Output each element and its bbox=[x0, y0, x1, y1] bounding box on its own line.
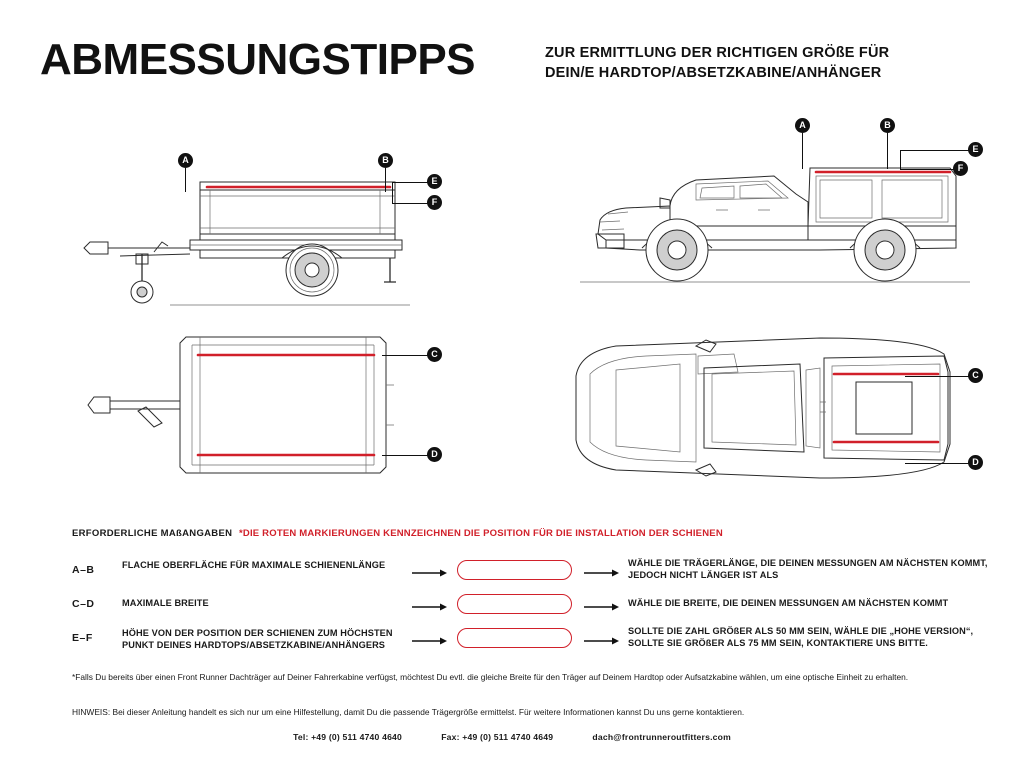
leader-trailer-top-c bbox=[382, 355, 428, 356]
arrow-right-icon-cd-1 bbox=[412, 603, 448, 611]
measurement-code-cd: C–D bbox=[72, 598, 95, 610]
arrow-right-icon-cd-2 bbox=[584, 603, 620, 611]
page-title: ABMESSUNGSTIPPS bbox=[40, 35, 476, 84]
measurement-code-ef: E–F bbox=[72, 632, 93, 644]
page-subtitle bbox=[545, 44, 1015, 83]
arrow-right-icon-ab-2 bbox=[584, 569, 620, 577]
page-subtitle-line1: ZUR ERMITTLUNG DER RICHTIGEN GRÖßE FÜR bbox=[545, 45, 890, 61]
measurement-row-cd bbox=[72, 594, 972, 622]
callout-trailer-side-f: F bbox=[427, 195, 442, 210]
callout-truck-side-e: E bbox=[968, 142, 983, 157]
leader-truck-side-e bbox=[900, 150, 970, 151]
contact-fax: Fax: +49 (0) 511 4740 4649 bbox=[441, 732, 554, 742]
contact-email: dach@frontrunneroutfitters.com bbox=[592, 732, 731, 742]
page-subtitle-line2: DEIN/E HARDTOP/ABSETZKABINE/ANHÄNGER bbox=[545, 64, 882, 81]
leader-trailer-top-d bbox=[382, 455, 428, 456]
measurement-input-ab[interactable] bbox=[457, 560, 572, 580]
arrow-right-icon-ef-1 bbox=[412, 637, 448, 645]
measurement-output-ab: WÄHLE DIE TRÄGERLÄNGE, DIE DEINEN MESSUNGEN AM NÄCHSTEN KOMMT, JEDOCH NICHT LÄNGER IST ALS bbox=[628, 558, 988, 580]
measurement-description-cd: MAXIMALE BREITE bbox=[122, 598, 209, 608]
measurement-row-ef bbox=[72, 628, 972, 656]
leader-truck-side-a bbox=[802, 133, 803, 169]
callout-truck-top-d: D bbox=[968, 455, 983, 470]
measurement-description-ef: HÖHE VON DER POSITION DER SCHIENEN ZUM HÖCHSTEN PUNKT DEINES HARDTOPS/ABSETZKABINE/ANHÄNGERS bbox=[122, 628, 393, 650]
callout-trailer-top-c: C bbox=[427, 347, 442, 362]
leader-truck-top-c bbox=[905, 376, 969, 377]
header bbox=[40, 35, 984, 100]
arrow-right-icon-ab-1 bbox=[412, 569, 448, 577]
measurement-input-cd[interactable] bbox=[457, 594, 572, 614]
contact-tel: Tel: +49 (0) 511 4740 4640 bbox=[293, 732, 403, 742]
callout-truck-top-c: C bbox=[968, 368, 983, 383]
callout-trailer-top-d: D bbox=[427, 447, 442, 462]
callout-truck-side-a: A bbox=[795, 118, 810, 133]
leader-trailer-side-b bbox=[385, 168, 386, 192]
measurement-code-ab: A–B bbox=[72, 564, 95, 576]
callout-trailer-side-b: B bbox=[378, 153, 393, 168]
leader-truck-side-b bbox=[887, 133, 888, 169]
leader-trailer-side-f bbox=[392, 203, 428, 204]
callout-trailer-side-e: E bbox=[427, 174, 442, 189]
leader-truck-side-ef-link bbox=[900, 150, 901, 170]
leader-trailer-side-ef-link bbox=[392, 182, 393, 204]
measurement-description-ab: FLACHE OBERFLÄCHE FÜR MAXIMALE SCHIENENLÄNGE bbox=[122, 560, 386, 570]
callout-truck-side-f: F bbox=[953, 161, 968, 176]
measurement-output-cd: WÄHLE DIE BREITE, DIE DEINEN MESSUNGEN AM NÄCHSTEN KOMMT bbox=[628, 598, 949, 608]
required-measurements-label: ERFORDERLICHE MAßANGABEN bbox=[72, 528, 233, 539]
measurement-output-ef: SOLLTE DIE ZAHL GRÖßER ALS 50 MM SEIN, WÄHLE DIE „HOHE VERSION“, SOLLTE SIE GRÖßER ALS 75 MM SEIN, KONTAKTIERE UNS BITTE. bbox=[628, 626, 974, 648]
leader-truck-side-f bbox=[900, 169, 956, 170]
trailer-top-view bbox=[50, 315, 490, 505]
red-marking-note: *DIE ROTEN MARKIERUNGEN KENNZEICHNEN DIE POSITION FÜR DIE INSTALLATION DER SCHIENEN bbox=[239, 528, 723, 539]
measurement-row-ab bbox=[72, 558, 988, 588]
footnote-text: *Falls Du bereits über einen Front Runner Dachträger auf Deiner Fahrerkabine verfügst, möchtest Du evtl. die gleiche Breite für den Träger auf Deinem Hardtop oder Aufsatzkabine wählen, um eine optische Einheit zu erhalten. bbox=[72, 672, 909, 682]
arrow-right-icon-ef-2 bbox=[584, 637, 620, 645]
measurement-input-ef[interactable] bbox=[457, 628, 572, 648]
callout-truck-side-b: B bbox=[880, 118, 895, 133]
leader-trailer-side-e bbox=[392, 182, 428, 183]
contact-line bbox=[0, 732, 1024, 742]
leader-trailer-side-a bbox=[185, 168, 186, 192]
hinweis-text: HINWEIS: Bei dieser Anleitung handelt es sich nur um eine Hilfestellung, damit Du die passende Trägergröße ermittelst. Für weitere Informationen kannst Du uns gerne kontaktieren. bbox=[72, 707, 745, 717]
diagram-canvas bbox=[0, 100, 1024, 530]
callout-trailer-side-a: A bbox=[178, 153, 193, 168]
truck-top-view bbox=[520, 312, 990, 507]
leader-truck-top-d bbox=[905, 463, 969, 464]
